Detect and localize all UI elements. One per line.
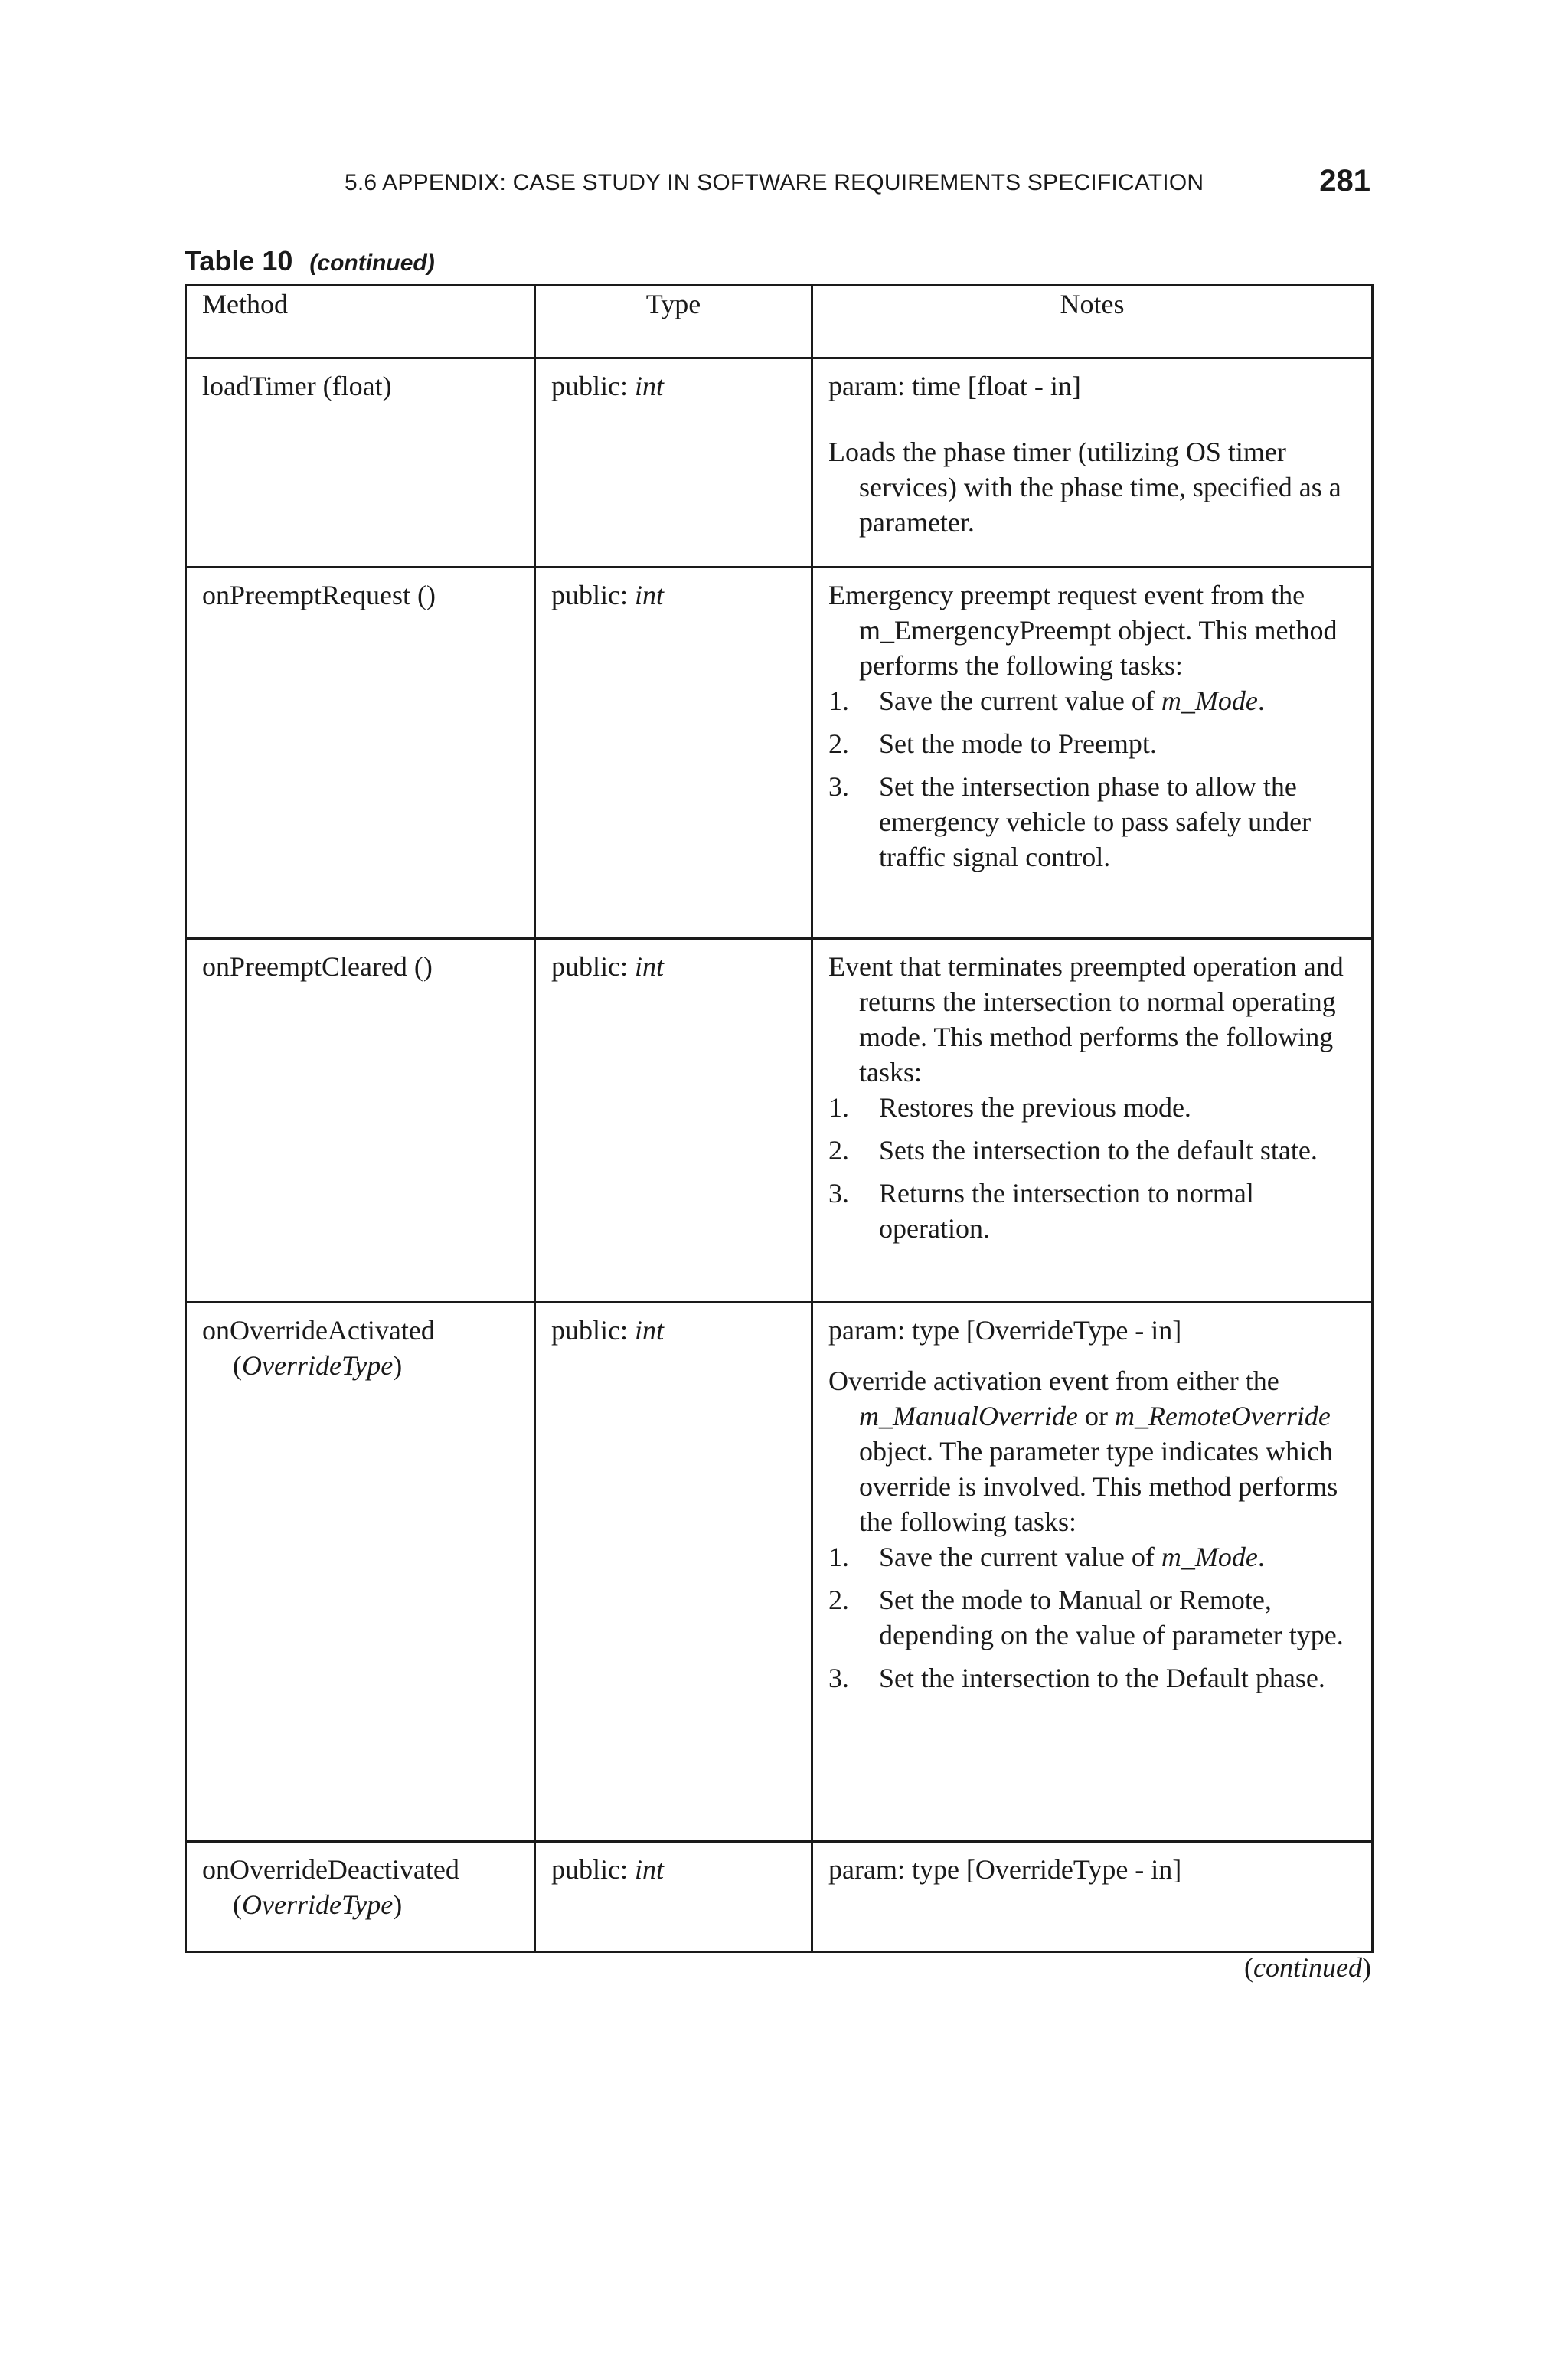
table-continued-label: (continued) (309, 250, 435, 276)
task-tail: . (1257, 685, 1265, 716)
table-row (186, 567, 1373, 939)
type-cell (535, 567, 812, 939)
description: Event that terminates preempted operation and returns the intersection to normal operating mode. This method performs the following tasks: (828, 951, 1344, 1088)
table-row (186, 1842, 1373, 1952)
column-header-method: Method (186, 286, 535, 358)
description-part: Override activation event from either the (828, 1366, 1279, 1396)
list-number: 3. (828, 1663, 849, 1693)
method-parameter: (OverrideType) (233, 1350, 403, 1381)
table-label: Table 10 (185, 245, 293, 276)
table-row (186, 1303, 1373, 1842)
list-item (828, 1176, 1357, 1246)
methods-table (185, 284, 1374, 1953)
description: Loads the phase timer (utilizing OS timer services) with the phase time, specified as a parameter. (828, 437, 1341, 538)
column-header-notes: Notes (812, 286, 1373, 358)
list-item (828, 1133, 1357, 1168)
list-item (828, 1090, 1357, 1125)
column-header-type: Type (535, 286, 812, 358)
table-caption (185, 245, 435, 277)
method-cell (186, 567, 535, 939)
param-note: param: type [OverrideType - in] (828, 1315, 1182, 1346)
param-note: param: type [OverrideType - in] (828, 1854, 1182, 1885)
method-cell (186, 1303, 535, 1842)
notes-cell (812, 939, 1373, 1303)
type-value: int (634, 371, 664, 401)
method-parameter: (OverrideType) (233, 1889, 403, 1920)
method-parameter-type: OverrideType (242, 1889, 394, 1920)
notes-cell (812, 567, 1373, 939)
task-text: Set the intersection phase to allow the emergency vehicle to pass safely under traffic signal control. (879, 771, 1312, 872)
list-number: 2. (828, 728, 849, 759)
list-number: 2. (828, 1585, 849, 1615)
type-cell (535, 1303, 812, 1842)
method-name: onPreemptCleared () (202, 951, 433, 982)
list-number: 1. (828, 1092, 849, 1123)
task-text: Save the current value of (879, 685, 1161, 716)
task-text: Set the mode to Manual or Remote, depending on the value of parameter type. (879, 1585, 1344, 1650)
type-prefix: public: (551, 1854, 635, 1885)
page-number: 281 (1319, 164, 1370, 198)
task-emphasis: m_Mode (1161, 685, 1258, 716)
task-text: Set the intersection to the Default phase. (879, 1663, 1325, 1693)
method-name: onOverrideActivated (202, 1315, 435, 1346)
task-tail: . (1257, 1542, 1265, 1572)
method-cell (186, 1842, 535, 1952)
list-number: 1. (828, 685, 849, 716)
list-number: 3. (828, 771, 849, 802)
task-text: Restores the previous mode. (879, 1092, 1191, 1123)
description: Emergency preempt request event from the m_EmergencyPreempt object. This method performs the following tasks: (828, 580, 1338, 681)
table-header-row (186, 286, 1373, 358)
type-prefix: public: (551, 371, 635, 401)
method-parameter-type: OverrideType (242, 1350, 394, 1381)
method-cell (186, 358, 535, 567)
list-item (828, 726, 1357, 761)
type-value: int (634, 1854, 664, 1885)
running-head (345, 164, 1370, 198)
type-cell (535, 1842, 812, 1952)
type-value: int (634, 951, 664, 982)
continued-note: (continued) (1244, 1952, 1371, 1983)
notes-cell (812, 358, 1373, 567)
list-number: 2. (828, 1135, 849, 1166)
type-cell (535, 939, 812, 1303)
notes-cell (812, 1842, 1373, 1952)
param-note: param: time [float - in] (828, 371, 1081, 401)
method-cell (186, 939, 535, 1303)
method-name: onPreemptRequest () (202, 580, 436, 610)
task-text: Save the current value of (879, 1542, 1161, 1572)
task-text: Set the mode to Preempt. (879, 728, 1157, 759)
task-text: Sets the intersection to the default state. (879, 1135, 1318, 1166)
method-name: loadTimer (float) (202, 371, 392, 401)
type-cell (535, 358, 812, 567)
description-emphasis: m_ManualOverride (859, 1401, 1078, 1431)
list-number: 1. (828, 1542, 849, 1572)
description-emphasis: m_RemoteOverride (1114, 1401, 1331, 1431)
table-row (186, 358, 1373, 567)
task-list (828, 683, 1357, 875)
table-row (186, 939, 1373, 1303)
list-item (828, 769, 1357, 875)
notes-cell (812, 1303, 1373, 1842)
task-text: Returns the intersection to normal operation. (879, 1178, 1254, 1244)
list-number: 3. (828, 1178, 849, 1209)
description (828, 1363, 1357, 1539)
task-list (828, 1090, 1357, 1246)
running-title: 5.6 APPENDIX: CASE STUDY IN SOFTWARE REQUIREMENTS SPECIFICATION (345, 170, 1204, 195)
task-emphasis: m_Mode (1161, 1542, 1258, 1572)
type-prefix: public: (551, 580, 635, 610)
list-item (828, 1660, 1357, 1696)
type-value: int (634, 1315, 664, 1346)
list-item (828, 1582, 1357, 1653)
type-prefix: public: (551, 1315, 635, 1346)
list-item (828, 1539, 1357, 1575)
list-item (828, 683, 1357, 718)
continued-text: continued (1253, 1952, 1362, 1983)
task-list (828, 1539, 1357, 1696)
method-name: onOverrideDeactivated (202, 1854, 459, 1885)
description-part: object. The parameter type indicates which override is involved. This method performs the following tasks: (859, 1436, 1338, 1537)
description-part: or (1077, 1401, 1115, 1431)
type-prefix: public: (551, 951, 635, 982)
type-value: int (634, 580, 664, 610)
